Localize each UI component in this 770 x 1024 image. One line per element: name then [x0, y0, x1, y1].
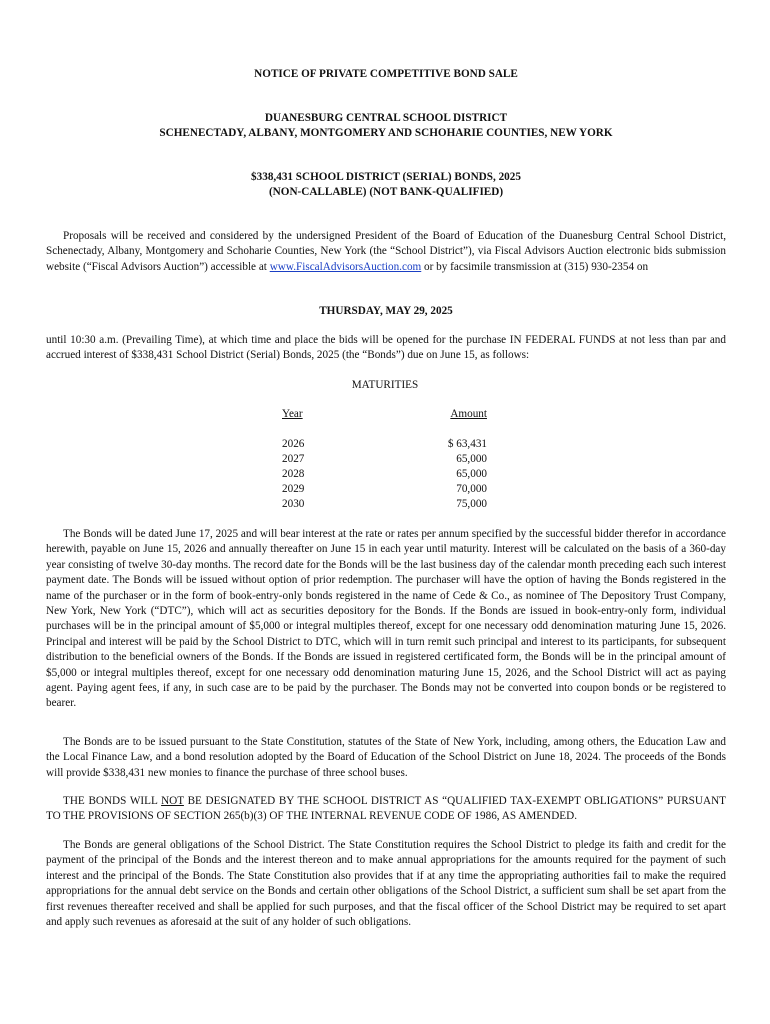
proposals-text: Proposals will be received and considered by the undersigned President of the Board of Education of the Duanesburg Central School District, Schenectady, Albany, Montgomery and Schoharie Counties, New York (the “School District”), via Fiscal Advisors Auction electronic bids submission website (“Fiscal Advisors Auction”) accessible at: [46, 230, 726, 273]
tax-text-end: BE DESIGNATED BY THE SCHOOL DISTRICT AS “QUALIFIED TAX-EXEMPT OBLIGATIONS” PURSUANT TO THE PROVISIONS OF SECTION 265(b)(3) OF THE INTERNAL REVENUE CODE OF 1986, AS AMENDED.: [46, 795, 726, 823]
amount-header: Amount: [450, 408, 487, 420]
obligations-paragraph: The Bonds are general obligations of the School District. The State Constitution requires the School District to pledge its faith and credit for the payment of the principal of the Bonds and the interest thereon and to make annual appropriations for the amounts required for the payment of such interest and the principal of the Bonds. The State Constitution also provides that if at any time the appropriating authorities fail to make the required appropriations for the annual debt service on the Bonds and certain other obligations of the School District, a sufficient sum shall be set apart from the first revenues thereafter received and shall be applied for such purposes, and that the fiscal officer of the School District may be required to set apart and apply such revenues as aforesaid at the suit of any holder of such obligations.: [46, 839, 726, 929]
maturity-year: 2028: [282, 468, 305, 480]
bond-terms-paragraph: The Bonds will be dated June 17, 2025 and will bear interest at the rate or rates per annum specified by the successful bidder therefor in accordance herewith, payable on June 15, 2026 and annually thereafter on June 15 in each year until maturity. Interest will be calculated on the basis of a 360-day year consisting of twelve 30-day months. The record date for the Bonds will be the last business day of the calendar month preceding each such interest payment date. The Bonds will be issued without option of prior redemption. The purchaser will have the option of having the Bonds registered in the name of the purchaser or in the form of book-entry-only bonds registered in the name of Cede & Co., as nominee of The Depository Trust Company, New York, New York (“DTC”), which will act as securities depository for the Bonds. If the Bonds are issued in book-entry-only form, individual purchases will be in the principal amount of $5,000 or integral multiples thereof, except for one necessary odd denomination maturing June 15, 2026. Principal and interest will be paid by the School District to DTC, which will in turn remit such principal and interest to its participants, for subsequent distribution to the beneficial owners of the Bonds. If the Bonds are issued in registered certificated form, the Bonds will be in the principal amount of $5,000 or integral multiples thereof, except for one necessary odd denomination maturing June 15, 2026, and the School District will act as paying agent. Paying agent fees, if any, in such case are to be paid by the purchaser. The Bonds may not be converted into coupon bonds or be registered to bearer.: [46, 528, 726, 710]
notice-title: NOTICE OF PRIVATE COMPETITIVE BOND SALE: [254, 68, 518, 80]
maturity-year: 2027: [282, 453, 305, 465]
tax-text-start: THE BONDS WILL: [63, 795, 162, 807]
issuer-name: DUANESBURG CENTRAL SCHOOL DISTRICT: [264, 112, 508, 124]
maturity-year: 2029: [282, 483, 305, 495]
proposals-paragraph: [46, 229, 726, 275]
maturities-heading: MATURITIES: [351, 379, 419, 391]
bond-qualifiers: (NON-CALLABLE) (NOT BANK-QUALIFIED): [268, 186, 504, 198]
maturity-amount: 65,000: [456, 453, 487, 465]
tax-designation-paragraph: [46, 794, 726, 825]
not-emphasis: NOT: [161, 795, 184, 807]
maturity-year: 2026: [282, 438, 305, 450]
bond-title: $338,431 SCHOOL DISTRICT (SERIAL) BONDS, 2025: [251, 171, 521, 183]
issuer-counties: SCHENECTADY, ALBANY, MONTGOMERY AND SCHOHARIE COUNTIES, NEW YORK: [159, 127, 613, 139]
year-header: Year: [282, 408, 303, 420]
proposals-text-end: or by facsimile transmission at (315) 930-2354 on: [421, 260, 649, 273]
maturity-amount: 65,000: [456, 468, 487, 480]
maturity-amount: 75,000: [456, 498, 487, 510]
sale-date: THURSDAY, MAY 29, 2025: [319, 305, 453, 317]
maturity-year: 2030: [282, 498, 305, 510]
maturity-amount: $ 63,431: [447, 438, 487, 450]
opening-paragraph: until 10:30 a.m. (Prevailing Time), at which time and place the bids will be opened for the purchase IN FEDERAL FUNDS at not less than par and accrued interest of $338,431 School District (Serial) Bonds, 2025 (the “Bonds”) due on June 15, as follows:: [46, 334, 726, 362]
fiscal-advisors-link[interactable]: www.FiscalAdvisorsAuction.com: [269, 260, 422, 273]
maturity-amount: 70,000: [456, 483, 487, 495]
authorization-paragraph: The Bonds are to be issued pursuant to the State Constitution, statutes of the State of New York, including, among others, the Education Law and the Local Finance Law, and a bond resolution adopted by the Board of Education of the School District on June 18, 2024. The proceeds of the Bonds will provide $338,431 new monies to finance the purchase of three school buses.: [46, 736, 726, 779]
